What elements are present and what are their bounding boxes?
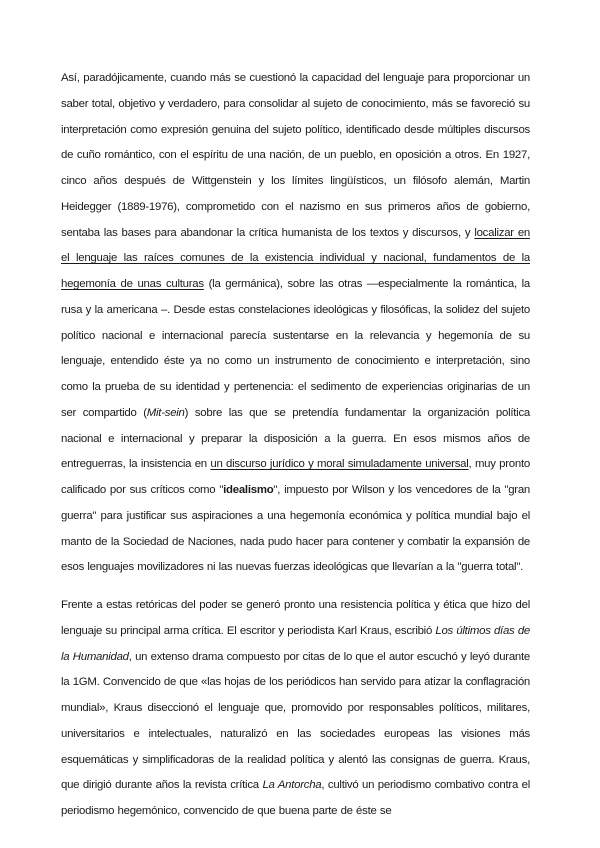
- p2-text-2: , un extenso drama compuesto por citas de lo que el autor escuchó y leyó durante la 1GM. Convencido de que «las hojas de los periódicos han servido para atizar la conflagración mundial», Kraus diseccionó el lenguaje que, promovido por responsables políticos, militares, universitarios e intelectuales, naturalizó en las sociedades europeas las visiones más esquemáticas y simplificadoras de la realidad política y alentó las consignas de guerra. Kraus, que dirigió durante años la revista crítica: [61, 650, 530, 792]
- italic-title-la-antorcha: La Antorcha: [262, 779, 322, 792]
- p1-text-5: ", impuesto por Wilson y los vencedores de la "gran guerra" para justificar sus aspiraciones a una hegemonía económica y política mundial bajo el manto de la Sociedad de Naciones, nada pudo hacer para contener y combatir la expansión de esos lenguajes movilizadores ni las nuevas fuerzas ideológicas que llevarían a la "guerra total".: [61, 484, 530, 574]
- underlined-phrase-1: localizar en el lenguaje las raíces comunes de la existencia individual y nacional, fundamentos de la hegemonía de unas culturas: [61, 226, 530, 290]
- p1-text-3: ) sobre las que se pretendía fundamentar la organización política nacional e internacional y preparar la disposición a la guerra. En esos mismos años de entreguerras, la insistencia en: [61, 406, 530, 471]
- p1-text-1: Así, paradójicamente, cuando más se cuestionó la capacidad del lenguaje para proporcionar un saber total, objetivo y verdadero, para consolidar al sujeto de conocimiento, más se favoreció su interpretación como expresión genuina del sujeto político, identificado desde múltiples discursos de cuño romántico, con el espíritu de una nación, de un pueblo, en oposición a otros. En 1927, cinco años después de Wittgenstein y los límites lingüísticos, un filósofo alemán, Martin Heidegger (1889-1976), comprometido con el nazismo en sus primeros años de gobierno, sentaba las bases para abandonar la crítica humanista de los textos y discursos, y: [61, 72, 530, 239]
- italic-term-mit-sein: Mit-sein: [146, 406, 185, 419]
- underlined-phrase-2: un discurso jurídico y moral simuladamente universal: [210, 458, 469, 471]
- paragraph-1: [61, 66, 530, 581]
- p1-text-4: , muy pronto calificado por sus críticos como ": [61, 458, 530, 496]
- p2-text-3: , cultivó un periodismo combativo contra el periodismo hegemónico, convencido de que buena parte de éste se: [61, 779, 530, 817]
- italic-title-ultimos-dias: Los últimos días de la Humanidad: [61, 624, 530, 663]
- p2-text-1: Frente a estas retóricas del poder se generó pronto una resistencia política y ética que hizo del lenguaje su principal arma crítica. El escritor y periodista Karl Kraus, escribió: [61, 599, 530, 637]
- p1-text-2: (la germánica), sobre las otras —especialmente la romántica, la rusa y la americana –. Desde estas constelaciones ideológicas y filosóficas, la solidez del sujeto político nacional e internacional parecía sustentarse en la relevancia y hegemonía de su lenguaje, entendido éste ya no como un instrumento de conocimiento e interpretación, sino como la prueba de su identidad y pertenencia: el sedimento de experiencias originarias de un ser compartido (: [61, 278, 530, 419]
- paragraph-2: [61, 593, 530, 825]
- bold-term-idealismo: idealismo: [223, 484, 274, 496]
